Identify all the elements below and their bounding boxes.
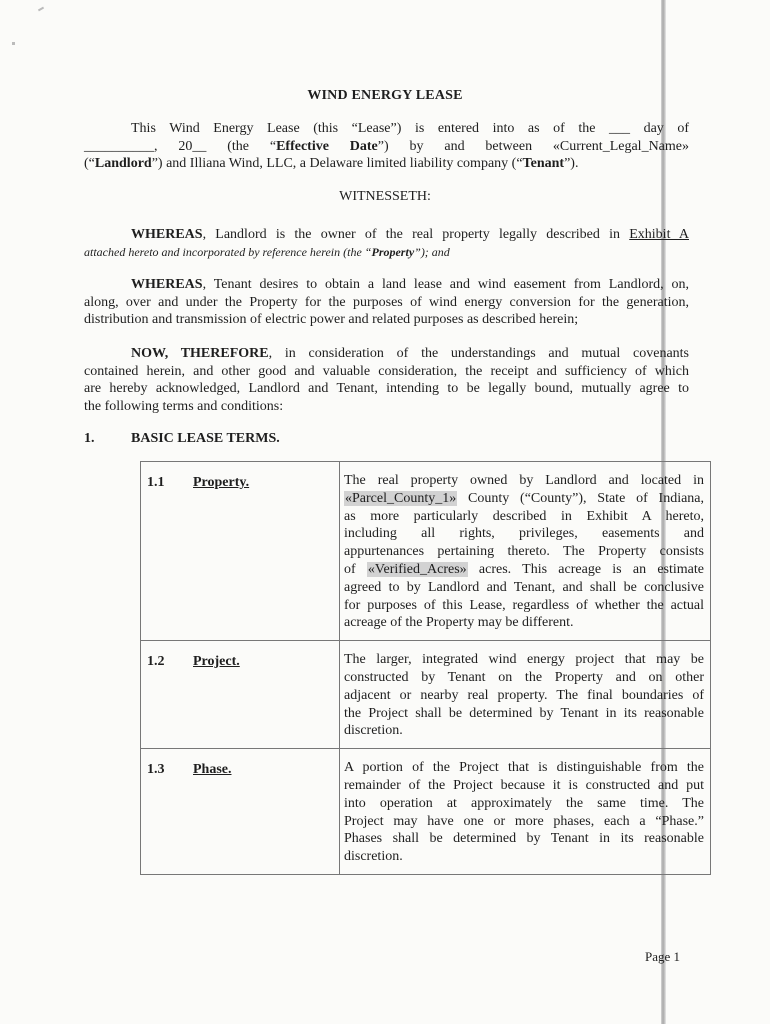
tenant-term: Tenant bbox=[522, 156, 565, 171]
section-number: 1. bbox=[84, 431, 95, 446]
verified-acres-field: «Verified_Acres» bbox=[367, 561, 467, 577]
intro-paragraph bbox=[84, 120, 689, 173]
section-title: BASIC LEASE TERMS. bbox=[131, 431, 280, 446]
term-label: Property. bbox=[193, 475, 250, 490]
whereas-line: WHEREAS, Tenant desires to obtain a land lease and wind easement from Landlord, on, bbox=[131, 277, 689, 292]
whereas-line: distribution and transmission of electric power and related purposes as described herein; bbox=[84, 312, 579, 327]
exhibit-a-link: Exhibit A bbox=[629, 227, 690, 242]
term-number: 1.1 bbox=[147, 475, 165, 490]
intro-line: (“Landlord”) and Illiana Wind, LLC, a Delaware limited liability company (“Tenant”). bbox=[84, 156, 579, 171]
whereas-line: along, over and under the Property for the purposes of wind energy conversion for the generation, bbox=[84, 294, 689, 310]
basic-lease-terms-table bbox=[140, 461, 711, 875]
landlord-term: Landlord bbox=[94, 156, 152, 171]
whereas-line: WHEREAS, Landlord is the owner of the real property legally described in Exhibit A bbox=[131, 227, 690, 242]
term-label: Phase. bbox=[193, 762, 232, 778]
scan-speck bbox=[12, 42, 15, 45]
intro-line: __________, 20__ (the “Effective Date”) by and between «Current_Legal_Name» bbox=[84, 138, 689, 154]
term-description-cell: The real property owned by Landlord and located in «Parcel_County_1» County (“County”), State of Indiana, as more particularly described in Exhibit A hereto, including all rights, privileges, easements and appurtenances pertaining thereto. The Property consists of «Verified_Acres» acres. This acreage is an estimate agreed to by Landlord and Tenant, and shall be conclusive for purposes of this Lease, regardless of whether the actual acreage of the Property may be different. bbox=[340, 462, 711, 641]
term-label-cell bbox=[141, 641, 340, 749]
term-label-cell bbox=[141, 749, 340, 875]
witnesseth-heading: WITNESSETH: bbox=[339, 189, 431, 204]
term-label-cell bbox=[141, 462, 340, 641]
page-number: Page 1 bbox=[645, 949, 681, 964]
term-description-cell: The larger, integrated wind energy project that may be constructed by Tenant on the Property and on other adjacent or nearby real property. The final boundaries of the Project shall be determined by Tenant in its reasonable discretion. bbox=[340, 641, 711, 749]
now-therefore-line: contained herein, and other good and valuable consideration, the receipt and sufficiency of which bbox=[84, 363, 689, 379]
parcel-county-field: «Parcel_County_1» bbox=[345, 490, 457, 506]
section-heading bbox=[84, 431, 280, 447]
table-row bbox=[141, 462, 711, 641]
whereas-paragraph-1 bbox=[84, 226, 689, 261]
effective-date-term: Effective Date bbox=[276, 138, 378, 154]
scan-speck bbox=[38, 7, 44, 12]
now-therefore-line: are hereby acknowledged, Landlord and Tenant, intending to be legally bound, mutually agree to bbox=[84, 381, 689, 396]
table-row bbox=[141, 641, 711, 749]
intro-line: This Wind Energy Lease (this “Lease”) is entered into as of the ___ day of bbox=[131, 121, 689, 136]
term-description-cell: A portion of the Project that is distinguishable from the remainder of the Project because it is constructed and put into operation at approximately the same time. The Project may have one or more phases, each a “Phase.” Phases shall be determined by Tenant in its reasonable discretion. bbox=[340, 749, 711, 875]
now-therefore-paragraph bbox=[84, 345, 689, 415]
document-title: WIND ENERGY LEASE bbox=[307, 88, 463, 103]
whereas-paragraph-2 bbox=[84, 276, 689, 329]
term-number: 1.2 bbox=[147, 654, 165, 670]
term-label: Project. bbox=[193, 654, 240, 670]
now-therefore-line: the following terms and conditions: bbox=[84, 398, 284, 414]
table-row bbox=[141, 749, 711, 875]
now-therefore-line: NOW, THEREFORE, in consideration of the understandings and mutual covenants bbox=[131, 346, 690, 361]
whereas-line: attached hereto and incorporated by reference herein (the “Property”); and bbox=[84, 244, 450, 259]
term-number: 1.3 bbox=[147, 762, 165, 778]
